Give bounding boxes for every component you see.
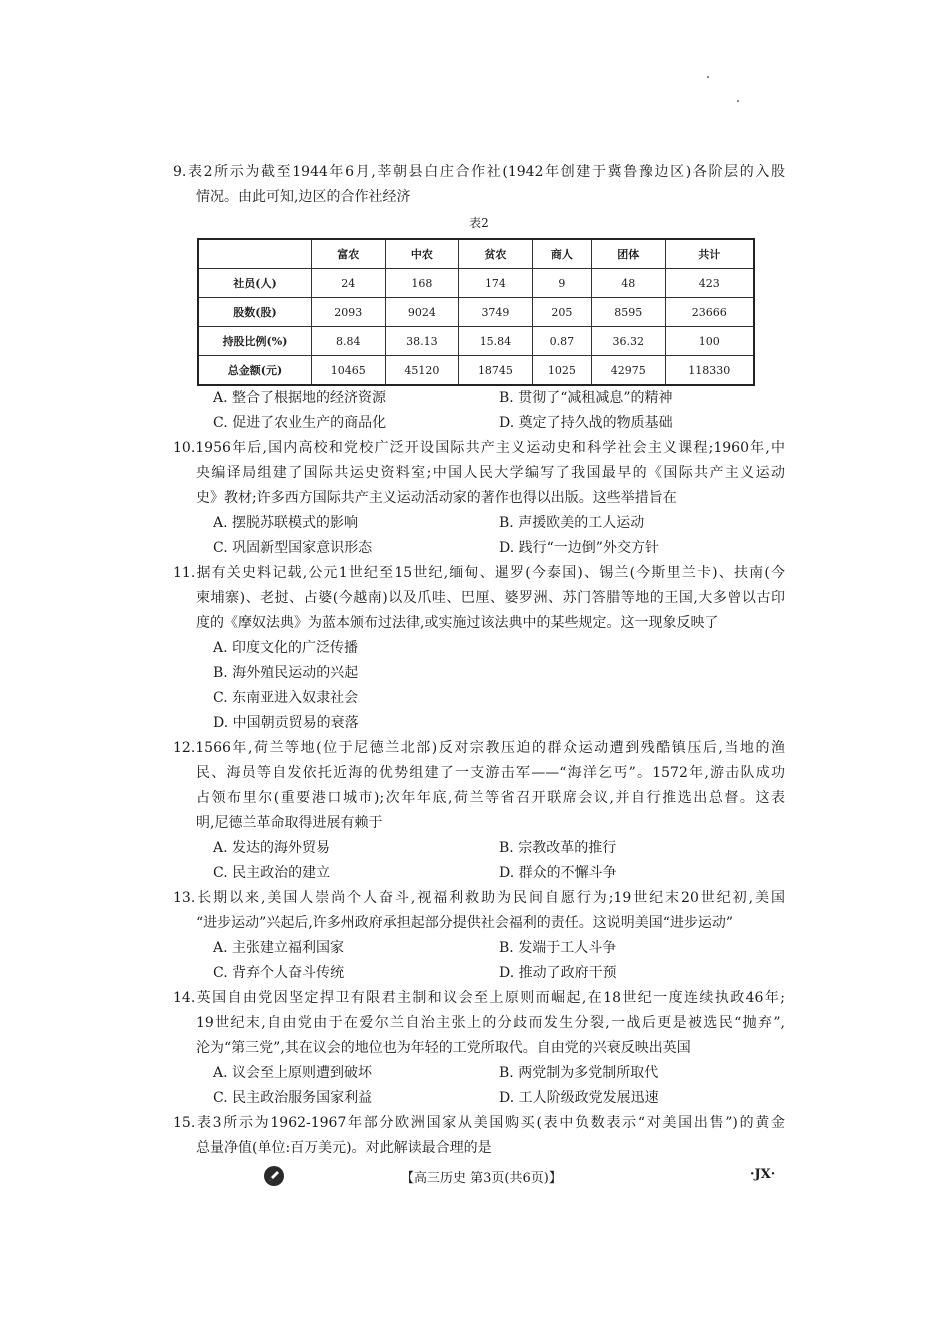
question-12-line-4: 明,尼德兰革命取得进展有赖于 (196, 815, 383, 831)
footer-region-code: ·JX· (750, 1167, 776, 1182)
questions-column (173, 160, 785, 1161)
question-15-line-1: 15.表3所示为1962-1967年部分欧洲国家从美国购买(表中负数表示“对美国出售”)的黄金 (173, 1115, 785, 1131)
table-cell: 48 (592, 269, 666, 298)
table-header-cell: 商人 (532, 239, 591, 269)
table-header-row (198, 239, 754, 269)
table-cell: 1025 (532, 356, 591, 386)
option-c: C. 背弃个人奋斗传统 (213, 965, 345, 981)
question-11-line-1: 11.据有关史料记载,公元1世纪至15世纪,缅甸、暹罗(今泰国)、锡兰(今斯里兰卡)、扶南(今 (173, 565, 785, 581)
table-cell: 45120 (385, 356, 459, 386)
table-cell: 10465 (312, 356, 386, 386)
option-d: D. 工人阶级政党发展迅速 (499, 1090, 659, 1106)
question-14-options-row-1 (173, 1061, 785, 1086)
table-cell: 8595 (592, 298, 666, 327)
table-cell: 38.13 (385, 327, 459, 356)
table-2 (197, 238, 755, 386)
table-cell: 9 (532, 269, 591, 298)
question-15-line-2: 总量净值(单位:百万美元)。对此解读最合理的是 (196, 1140, 492, 1156)
option-c: C. 巩固新型国家意识形态 (213, 540, 373, 556)
table-cell: 8.84 (312, 327, 386, 356)
option-b: B. 宗教改革的推行 (499, 840, 617, 856)
table-header-cell (198, 239, 312, 269)
footer-page-info: 【高三历史 第3页(共6页)】 (401, 1171, 562, 1186)
table-row-label: 总金额(元) (198, 356, 312, 386)
scan-speck (707, 76, 709, 78)
option-a: A. 整合了根据地的经济资源 (213, 390, 387, 406)
table-cell: 118330 (665, 356, 754, 386)
question-11-line-3: 度的《摩奴法典》为蓝本颁布过法律,或实施过该法典中的某些规定。这一现象反映了 (196, 615, 719, 631)
table-cell: 36.32 (592, 327, 666, 356)
option-b: B. 海外殖民运动的兴起 (213, 665, 359, 681)
question-13 (173, 886, 785, 986)
table-header-cell: 共计 (665, 239, 754, 269)
table-cell: 205 (532, 298, 591, 327)
table-cell: 18745 (459, 356, 533, 386)
question-14-line-1: 14.英国自由党因坚定捍卫有限君主制和议会至上原则而崛起,在18世纪一度连续执政46年; (173, 990, 785, 1006)
table-header-cell: 团体 (592, 239, 666, 269)
question-11-line-2: 柬埔寨)、老挝、占婆(今越南)以及爪哇、巴厘、婆罗洲、苏门答腊等地的王国,大多曾以古印 (196, 590, 785, 606)
table-header-cell: 富农 (312, 239, 386, 269)
option-c: C. 民主政治服务国家利益 (213, 1090, 373, 1106)
option-a: A. 摆脱苏联模式的影响 (213, 515, 359, 531)
table-row (198, 356, 754, 386)
table-cell: 23666 (665, 298, 754, 327)
table-2-caption: 表2 (469, 216, 489, 230)
question-10-line-1: 10.1956年后,国内高校和党校广泛开设国际共产主义运动史和科学社会主义课程;1960年,中 (173, 440, 785, 456)
table-cell: 2093 (312, 298, 386, 327)
question-12-line-1: 12.1566年,荷兰等地(位于尼德兰北部)反对宗教压迫的群众运动遭到残酷镇压后,当地的渔 (173, 740, 785, 756)
question-13-options-row-1 (173, 936, 785, 961)
option-a: A. 主张建立福利国家 (213, 940, 345, 956)
option-a: A. 议会至上原则遭到破坏 (213, 1065, 373, 1081)
question-12-options-row-2 (173, 861, 785, 886)
option-d: D. 推动了政府干预 (499, 965, 617, 981)
option-d: D. 践行“一边倒”外交方针 (499, 540, 659, 556)
question-9-line-2: 情况。由此可知,边区的合作社经济 (196, 189, 411, 205)
question-9 (173, 160, 785, 436)
option-d: D. 群众的不懈斗争 (499, 865, 617, 881)
table-header-cell: 中农 (385, 239, 459, 269)
table-cell: 3749 (459, 298, 533, 327)
table-row-label: 股数(股) (198, 298, 312, 327)
table-row (198, 269, 754, 298)
question-12-line-2: 民、海员等自发依托近海的优势组建了一支游击军——“海洋乞丐”。1572年,游击队成功 (196, 765, 785, 781)
table-cell: 168 (385, 269, 459, 298)
option-b: B. 声援欧美的工人运动 (499, 515, 645, 531)
scan-speck (737, 100, 739, 102)
table-cell: 0.87 (532, 327, 591, 356)
question-10-line-3: 史》教材;许多西方国际共产主义运动活动家的著作也得以出版。这些举措旨在 (196, 490, 677, 506)
table-cell: 42975 (592, 356, 666, 386)
table-cell: 15.84 (459, 327, 533, 356)
option-b: B. 贯彻了“减租减息”的精神 (499, 390, 673, 406)
question-9-line-1: 9.表2所示为截至1944年6月,莘朝县白庄合作社(1942年创建于冀鲁豫边区)各阶层的入股 (173, 164, 785, 180)
option-a: A. 印度文化的广泛传播 (213, 640, 359, 656)
pen-icon (263, 1165, 285, 1187)
table-cell: 100 (665, 327, 754, 356)
option-c: C. 促进了农业生产的商品化 (213, 415, 387, 431)
table-row (198, 298, 754, 327)
option-b: B. 发端于工人斗争 (499, 940, 617, 956)
question-11 (173, 561, 785, 736)
question-10-options-row-2 (173, 536, 785, 561)
question-13-options-row-2 (173, 961, 785, 986)
question-12 (173, 736, 785, 886)
option-d: D. 奠定了持久战的物质基础 (499, 415, 673, 431)
option-d: D. 中国朝贡贸易的衰落 (213, 715, 359, 731)
question-9-options-row-2 (173, 411, 785, 436)
option-a: A. 发达的海外贸易 (213, 840, 331, 856)
table-cell: 24 (312, 269, 386, 298)
question-15 (173, 1111, 785, 1161)
table-row-label: 社员(人) (198, 269, 312, 298)
question-10 (173, 436, 785, 561)
option-b: B. 两党制为多党制所取代 (499, 1065, 659, 1081)
table-header-cell: 贫农 (459, 239, 533, 269)
table-row-label: 持股比例(%) (198, 327, 312, 356)
question-14 (173, 986, 785, 1111)
table-cell: 174 (459, 269, 533, 298)
table-cell: 423 (665, 269, 754, 298)
table-cell: 9024 (385, 298, 459, 327)
question-14-line-3: 沦为“第三党”,其在议会的地位也为年轻的工党所取代。自由党的兴衰反映出英国 (196, 1040, 691, 1056)
question-9-options-row-1 (173, 386, 785, 411)
option-c: C. 民主政治的建立 (213, 865, 331, 881)
question-13-line-1: 13.长期以来,美国人崇尚个人奋斗,视福利救助为民间自愿行为;19世纪末20世纪初,美国 (173, 890, 785, 906)
option-c: C. 东南亚进入奴隶社会 (213, 690, 359, 706)
question-14-options-row-2 (173, 1086, 785, 1111)
question-13-line-2: “进步运动”兴起后,许多州政府承担起部分提供社会福利的责任。这说明美国“进步运动” (196, 915, 734, 931)
question-12-line-3: 占领布里尔(重要港口城市);次年年底,荷兰等省召开联席会议,并自行推选出总督。这表 (196, 790, 785, 806)
question-12-options-row-1 (173, 836, 785, 861)
table-row (198, 327, 754, 356)
question-10-line-2: 央编译局组建了国际共运史资料室;中国人民大学编写了我国最早的《国际共产主义运动 (196, 465, 785, 481)
question-14-line-2: 19世纪末,自由党由于在爱尔兰自治主张上的分歧而发生分裂,一战后更是被选民“抛弃”, (196, 1015, 785, 1031)
question-10-options-row-1 (173, 511, 785, 536)
